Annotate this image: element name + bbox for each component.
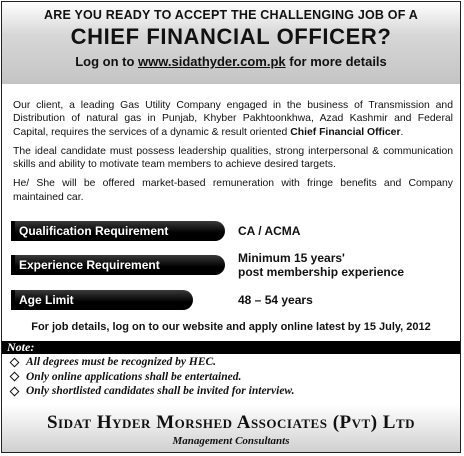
experience-label: Experience Requirement bbox=[11, 255, 225, 275]
body-text bbox=[13, 99, 453, 210]
company-name: Sidat Hyder Morshed Associates (Pvt) Ltd bbox=[46, 412, 416, 433]
diamond-bullet-icon bbox=[10, 387, 20, 397]
note-item bbox=[7, 355, 457, 370]
qualification-label: Qualification Requirement bbox=[11, 221, 225, 241]
note-item-text: Only online applications shall be entertained. bbox=[26, 370, 242, 383]
diamond-bullet-icon bbox=[10, 357, 20, 367]
experience-value bbox=[238, 251, 404, 279]
paragraph-client bbox=[13, 99, 453, 139]
note-item bbox=[7, 370, 457, 385]
note-item-text: All degrees must be recognized by HEC. bbox=[26, 356, 217, 368]
age-limit-label: Age Limit bbox=[11, 290, 193, 310]
company-subtitle: Management Consultants bbox=[172, 435, 290, 447]
age-limit-value: 48 – 54 years bbox=[238, 293, 313, 307]
apply-details: For job details, log on to our website and apply online latest by 15 July, 2012 bbox=[31, 321, 431, 333]
experience-value-line2: post membership experience bbox=[238, 265, 405, 279]
note-label: Note: bbox=[7, 340, 35, 354]
job-title: CHIEF FINANCIAL OFFICER? bbox=[70, 24, 392, 49]
logon-line bbox=[2, 54, 460, 69]
logon-prefix: Log on to bbox=[75, 54, 139, 69]
paragraph-client-end: . bbox=[400, 126, 404, 138]
advertisement-frame bbox=[1, 1, 461, 453]
note-bar bbox=[2, 341, 460, 354]
position-name: Chief Financial Officer bbox=[290, 126, 401, 138]
logon-suffix: for more details bbox=[285, 54, 387, 69]
note-item-text: Only shortlisted candidates shall be invited for interview. bbox=[26, 385, 295, 398]
note-list bbox=[7, 355, 457, 399]
paragraph-remuneration: He/ She will be offered market-based remuneration with fringe benefits and Company maintained car. bbox=[13, 178, 453, 203]
diamond-bullet-icon bbox=[10, 372, 20, 382]
website-link[interactable]: www.sidathyder.com.pk bbox=[138, 54, 286, 69]
experience-value-line1: Minimum 15 years' bbox=[238, 251, 345, 265]
qualification-value: CA / ACMA bbox=[238, 224, 301, 238]
paragraph-candidate: The ideal candidate must possess leadership qualities, strong interpersonal & communication skills and ability to motivate team members to achieve desired targets. bbox=[13, 145, 453, 171]
header-question: ARE YOU READY TO ACCEPT THE CHALLENGING JOB OF A bbox=[44, 8, 418, 22]
paragraph-client-text: Our client, a leading Gas Utility Company engaged in the business of Transmission and Distribution of natural gas in Punjab, Khyber Pakhtoonkhwa, Azad Kashmir and Federal Capital, requires the services of a dynamic & result oriented bbox=[13, 100, 453, 138]
note-item bbox=[7, 384, 457, 399]
